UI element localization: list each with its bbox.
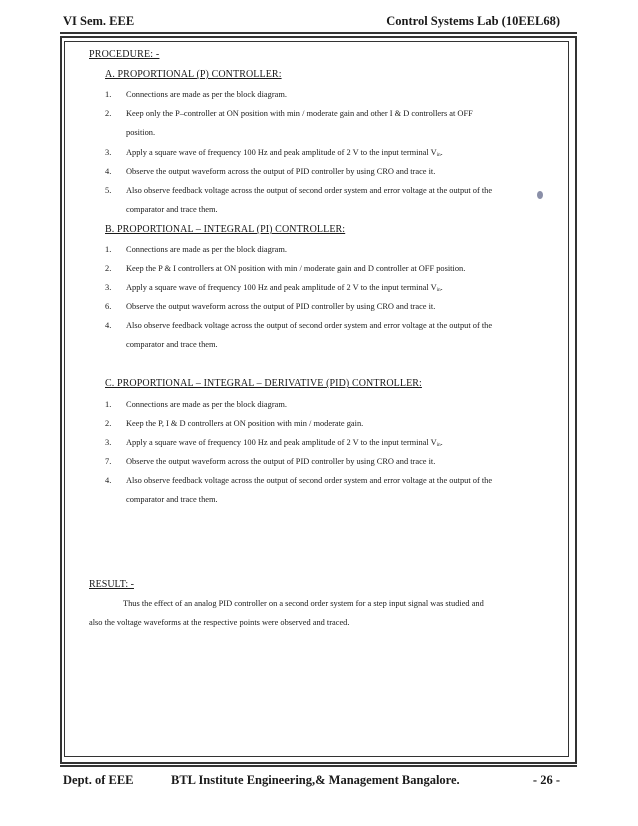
- list-item-number: 1.: [105, 90, 112, 99]
- list-item-number: 1.: [105, 245, 112, 254]
- list-item-number: 3.: [105, 148, 112, 157]
- list-item-text: [126, 186, 546, 195]
- list-item-main-text: Also observe feedback voltage across the output of second order system and error voltage at the output of the: [126, 186, 493, 195]
- list-item-main-text: Keep the P, I & D controllers at ON position with min / moderate gain.: [126, 419, 364, 428]
- list-item-continuation: comparator and trace them.: [126, 205, 218, 214]
- list-item-tail: .: [440, 283, 443, 292]
- list-item-main-text: Connections are made as per the block diagram.: [126, 245, 287, 254]
- section-title: A. PROPORTIONAL (P) CONTROLLER:: [105, 69, 282, 80]
- result-line-2: also the voltage waveforms at the respective points were observed and traced.: [89, 618, 350, 627]
- list-item-text: [126, 302, 546, 311]
- list-item-number: 7.: [105, 457, 112, 466]
- list-item-main-text: Keep the P & I controllers at ON position with min / moderate gain and D controller at OFF position.: [126, 264, 466, 273]
- section-title: B. PROPORTIONAL – INTEGRAL (PI) CONTROLLER:: [105, 224, 346, 235]
- subscript: in: [436, 443, 441, 448]
- marker-dot: [537, 191, 543, 199]
- list-item-text: [126, 321, 546, 330]
- footer-rule: [60, 765, 577, 767]
- list-item-text: [126, 438, 546, 448]
- list-item-main-text: Observe the output waveform across the output of PID controller by using CRO and trace it.: [126, 167, 436, 176]
- list-item-main-text: Apply a square wave of frequency 100 Hz and peak amplitude of 2 V to the input terminal V: [126, 148, 437, 157]
- list-item-main-text: Also observe feedback voltage across the output of second order system and error voltage at the output of the: [126, 321, 493, 330]
- list-item-number: 4.: [105, 476, 112, 485]
- list-item-number: 3.: [105, 438, 112, 447]
- footer-dept: Dept. of EEE: [63, 773, 134, 787]
- list-item-main-text: Connections are made as per the block diagram.: [126, 90, 287, 99]
- list-item-main-text: Connections are made as per the block diagram.: [126, 400, 287, 409]
- list-item-text: [126, 419, 546, 428]
- list-item-text: [126, 245, 546, 254]
- list-item-continuation: position.: [126, 128, 156, 137]
- list-item-text: [126, 167, 546, 176]
- list-item-main-text: Observe the output waveform across the output of PID controller by using CRO and trace it.: [126, 457, 436, 466]
- list-item-number: 5.: [105, 186, 112, 195]
- list-item-number: 4.: [105, 167, 112, 176]
- list-item-number: 3.: [105, 283, 112, 292]
- page-footer: [63, 773, 560, 788]
- list-item-text: [126, 264, 546, 273]
- procedure-title: PROCEDURE: -: [89, 49, 160, 60]
- list-item-text: [126, 476, 546, 485]
- header-right: Control Systems Lab (10EEL68): [386, 14, 560, 28]
- header-rule: [60, 32, 577, 34]
- list-item-tail: .: [440, 148, 443, 157]
- list-item-text: [126, 109, 546, 118]
- list-item-number: 4.: [105, 321, 112, 330]
- list-item-main-text: Apply a square wave of frequency 100 Hz and peak amplitude of 2 V to the input terminal V: [126, 283, 437, 292]
- footer-institute: BTL Institute Engineering,& Management Bangalore.: [171, 773, 460, 787]
- header-left: VI Sem. EEE: [63, 14, 135, 28]
- list-item-main-text: Apply a square wave of frequency 100 Hz and peak amplitude of 2 V to the input terminal V: [126, 438, 437, 447]
- list-item-continuation: comparator and trace them.: [126, 340, 218, 349]
- list-item-text: [126, 90, 546, 99]
- section-title: C. PROPORTIONAL – INTEGRAL – DERIVATIVE (PID) CONTROLLER:: [105, 378, 422, 389]
- list-item-text: [126, 283, 546, 293]
- list-item-text: [126, 457, 546, 466]
- list-item-number: 2.: [105, 264, 112, 273]
- subscript: in: [436, 153, 441, 158]
- list-item-number: 6.: [105, 302, 112, 311]
- list-item-number: 2.: [105, 419, 112, 428]
- list-item-main-text: Keep only the P–controller at ON position with min / moderate gain and other I & D controllers at OFF: [126, 109, 473, 118]
- list-item-tail: .: [440, 438, 443, 447]
- list-item-number: 2.: [105, 109, 112, 118]
- page-number: - 26 -: [532, 773, 560, 787]
- list-item-text: [126, 400, 546, 409]
- subscript: in: [436, 288, 441, 293]
- list-item-text: [126, 148, 546, 158]
- list-item-main-text: Observe the output waveform across the output of PID controller by using CRO and trace it.: [126, 302, 436, 311]
- list-item-continuation: comparator and trace them.: [126, 495, 218, 504]
- list-item-number: 1.: [105, 400, 112, 409]
- page-header: [63, 14, 560, 29]
- result-line-1: Thus the effect of an analog PID controller on a second order system for a step input signal was studied and: [123, 599, 484, 608]
- result-title: RESULT: -: [89, 579, 134, 590]
- list-item-main-text: Also observe feedback voltage across the output of second order system and error voltage at the output of the: [126, 476, 493, 485]
